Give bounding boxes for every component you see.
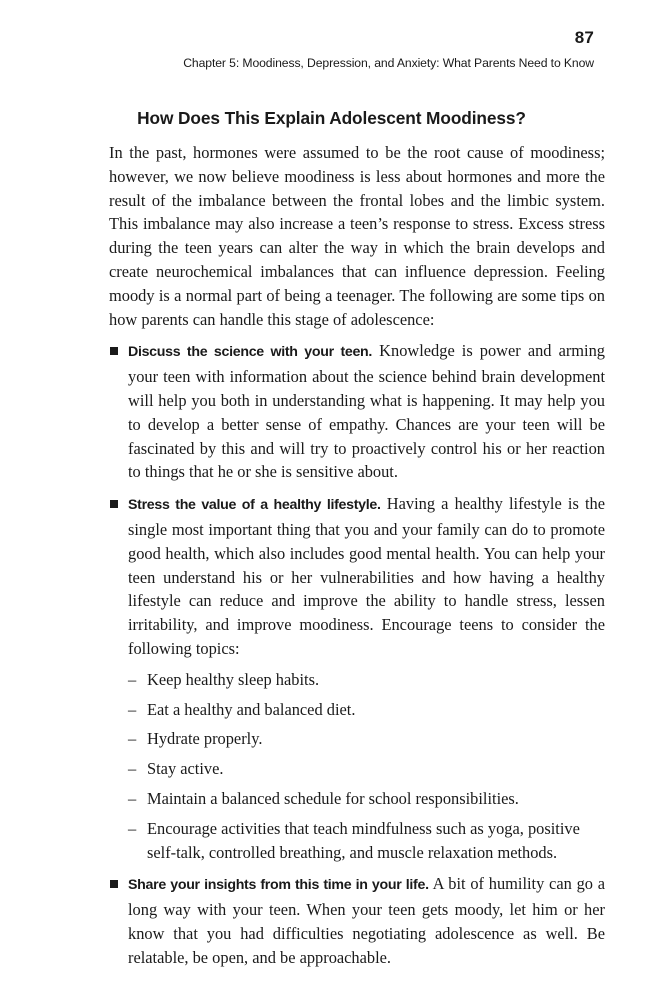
sub-item-text: Stay active. [147, 759, 224, 779]
dash-icon: – [128, 669, 137, 689]
section-title: How Does This Explain Adolescent Moodiness? [137, 108, 526, 128]
running-head: Chapter 5: Moodiness, Depression, and Anxiety: What Parents Need to Know [183, 56, 594, 70]
sub-list-item [128, 668, 605, 692]
dash-icon: – [128, 759, 137, 779]
body-text [109, 141, 605, 978]
bullet-square-icon [110, 347, 118, 355]
bullet-lead: Discuss the science with your teen. [128, 344, 373, 361]
sub-item-text: Maintain a balanced schedule for school responsibilities. [147, 788, 519, 808]
dash-icon: – [128, 788, 137, 808]
intro-paragraph: In the past, hormones were assumed to be the root cause of moodiness; however, we now believe moodiness is less about hormones and more the result of the imbalance between the frontal lobes and the limbic system. This imbalance may also increase a teen’s response to stress. Excess stress during the teen years can alter the way in which the brain develops and create neurochemical imbalances that can influence depression. Feeling moody is a normal part of being a teenager. The following are some tips on how parents can handle this stage of adolescence: [109, 143, 605, 329]
sub-list-item [128, 757, 605, 781]
sub-item-text: Encourage activities that teach mindfulness such as yoga, positive self-talk, controlled breathing, and muscle relaxation methods. [147, 818, 580, 862]
dash-icon: – [128, 729, 137, 749]
bullet-lead: Share your insights from this time in your life. [128, 877, 429, 894]
dash-icon: – [128, 818, 137, 838]
bullet-square-icon [110, 880, 118, 888]
sub-item-text: Keep healthy sleep habits. [147, 669, 320, 689]
bullet-square-icon [110, 500, 118, 508]
page-number: 87 [574, 28, 594, 47]
bullet-lead: Stress the value of a healthy lifestyle. [128, 497, 381, 514]
bullet-text: Having a healthy lifestyle is the single most important thing that you and your family can do to promote good health, which also includes good mental health. You can help your teen understand his or her vulnerabilities and how having a healthy lifestyle can reduce and improve the ability to handle stress, lessen irritability, and improve moodiness. Encourage teens to consider the following topics: [128, 494, 606, 658]
sub-item-text: Hydrate properly. [147, 729, 263, 749]
sub-list-item [128, 698, 605, 722]
sub-list [128, 668, 605, 865]
list-item [109, 872, 605, 969]
sub-list-item [128, 787, 605, 811]
sub-list-item [128, 817, 605, 865]
bullet-text: A bit of humility can go a long way with your teen. When your teen gets moody, let him or her know that you had difficulties negotiating adolescence as well. Be relatable, be open, and be approachable. [128, 874, 605, 967]
list-item [109, 492, 605, 864]
list-item [109, 339, 605, 484]
sub-item-text: Eat a healthy and balanced diet. [147, 699, 356, 719]
bullet-text: Knowledge is power and arming your teen with information about the science behind brain development will help you both in understanding what is happening. It may help you to develop a better sense of empathy. Chances are your teen will be fascinated by this and will try to proactively control his or her reaction to things that he or she is sensitive about. [128, 341, 605, 482]
dash-icon: – [128, 699, 137, 719]
sub-list-item [128, 727, 605, 751]
